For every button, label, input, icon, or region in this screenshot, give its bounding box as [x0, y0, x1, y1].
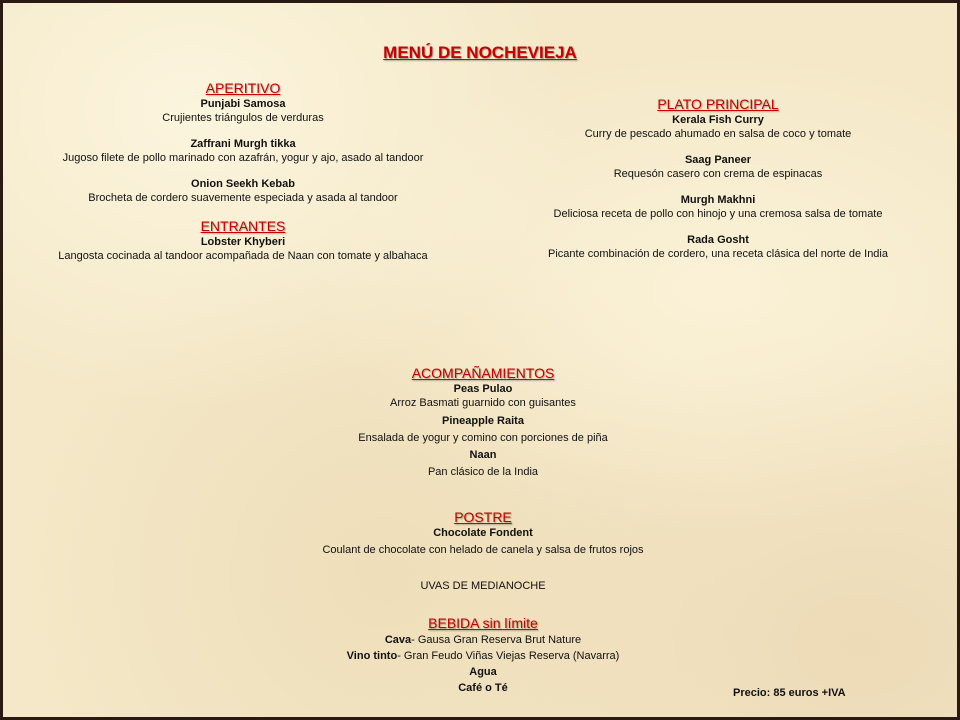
dish-name: Murgh Makhni: [680, 194, 756, 206]
dish-name: Lobster Khyberi: [200, 236, 286, 248]
dish-description: Ensalada de yogur y comino con porciones de piña: [358, 432, 608, 444]
aperitivo-heading: APERITIVO: [205, 80, 281, 96]
dish-description: Deliciosa receta de pollo con hinojo y una cremosa salsa de tomate: [553, 208, 883, 220]
dish-description: Coulant de chocolate con helado de canela y salsa de frutos rojos: [322, 544, 644, 556]
drink-cava-text: - Gausa Gran Reserva Brut Nature: [411, 634, 582, 646]
dish-description: Pan clásico de la India: [427, 466, 539, 478]
dish-name: Pineapple Raita: [442, 415, 524, 427]
drink-cava-label: Cava: [384, 634, 412, 646]
drink-vino: [183, 648, 783, 664]
dish-description: Arroz Basmati guarnido con guisantes: [390, 397, 576, 409]
drink-cava: [183, 632, 783, 648]
dish-name: Chocolate Fondent: [433, 527, 533, 539]
dish-description: Langosta cocinada al tandoor acompañada de Naan con tomate y albahaca: [58, 250, 428, 262]
drink-cafe: Café o Té: [458, 682, 508, 694]
acompanamientos-section: [183, 364, 783, 482]
dish-name: Naan: [469, 449, 497, 461]
bebida-heading: BEBIDA sin límite: [428, 615, 538, 631]
dish-name: Punjabi Samosa: [200, 98, 286, 110]
postre-section: [183, 508, 783, 559]
right-column: [508, 95, 928, 261]
dish-description: Requesón casero con crema de espinacas: [613, 168, 823, 180]
acompanamientos-heading: ACOMPAÑAMIENTOS: [411, 365, 555, 381]
dish-description: Picante combinación de cordero, una receta clásica del norte de India: [548, 248, 888, 260]
uvas-label: UVAS DE MEDIANOCHE: [420, 580, 546, 592]
dish-description: Brocheta de cordero suavemente especiada y asada al tandoor: [88, 192, 398, 204]
postre-heading: POSTRE: [454, 509, 512, 525]
dish-description: Jugoso filete de pollo marinado con azafrán, yogur y ajo, asado al tandoor: [62, 152, 424, 164]
dish-name: Zaffrani Murgh tikka: [190, 138, 296, 150]
drink-agua: Agua: [469, 666, 497, 678]
drink-vino-label: Vino tinto: [346, 650, 398, 662]
dish-description: Crujientes triángulos de verduras: [162, 112, 324, 124]
dish-name: Saag Paneer: [684, 154, 752, 166]
price-label: Precio: 85 euros +IVA: [733, 687, 846, 699]
menu-title: MENÚ DE NOCHEVIEJA: [383, 43, 577, 62]
left-column: [48, 79, 438, 263]
dish-name: Kerala Fish Curry: [672, 114, 764, 126]
bebida-section: [183, 614, 783, 696]
dish-description: Curry de pescado ahumado en salsa de coco y tomate: [584, 128, 852, 140]
entrantes-heading: ENTRANTES: [200, 218, 286, 234]
dish-name: Onion Seekh Kebab: [191, 178, 295, 190]
plato-principal-heading: PLATO PRINCIPAL: [657, 96, 779, 112]
dish-name: Peas Pulao: [453, 383, 513, 395]
dish-name: Rada Gosht: [687, 234, 749, 246]
drink-vino-text: - Gran Feudo Viñas Viejas Reserva (Navarra): [397, 650, 620, 662]
